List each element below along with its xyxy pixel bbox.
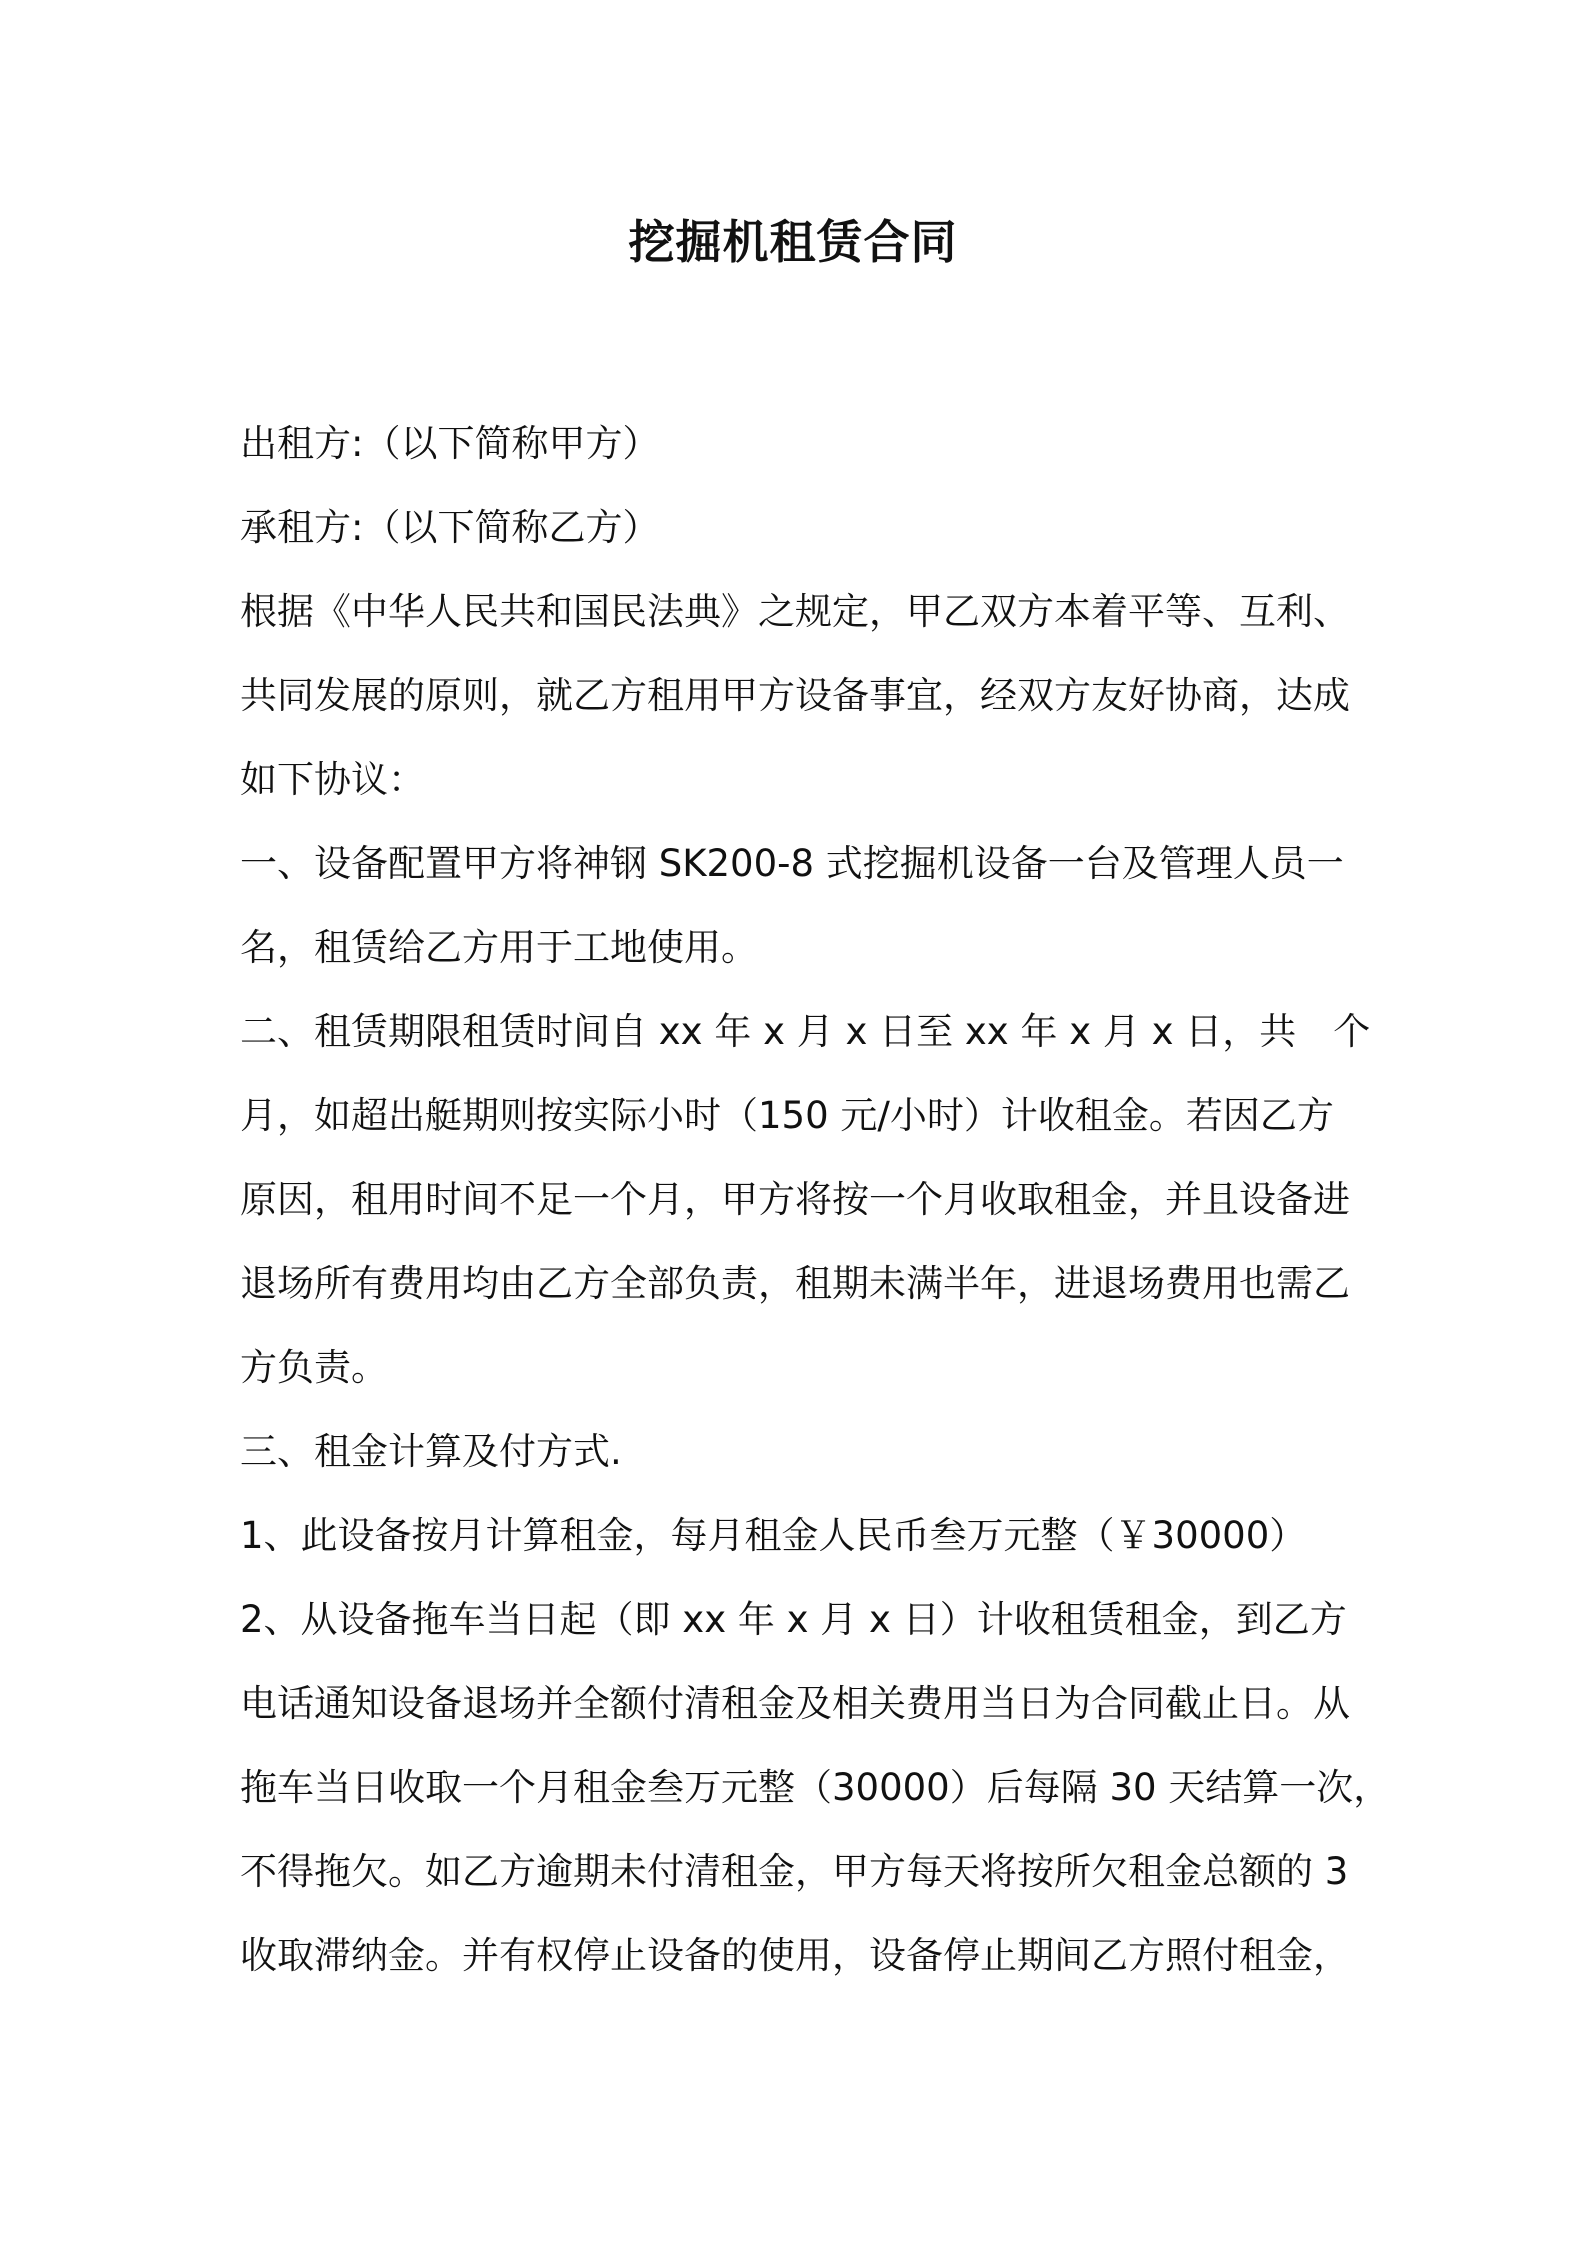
- preamble-line-2: 共同发展的原则，就乙方租用甲方设备事宜，经双方友好协商，达成: [240, 674, 1350, 717]
- party-a-line: 出租方:（以下简称甲方）: [240, 422, 660, 465]
- party-b-line: 承租方:（以下简称乙方）: [240, 506, 660, 549]
- clause-2-line-3: 原因，租用时间不足一个月，甲方将按一个月收取租金，并且设备进: [240, 1178, 1350, 1221]
- clause-1-line-1: 一、设备配置甲方将神钢 SK200-8 式挖掘机设备一台及管理人员一: [240, 842, 1344, 885]
- clause-2-line-2: 月，如超出艇期则按实际小时（150 元/小时）计收租金。若因乙方: [240, 1094, 1334, 1137]
- document-title: 挖掘机租赁合同: [628, 215, 958, 269]
- preamble-line-1: 根据《中华人民共和国民法典》之规定，甲乙双方本着平等、互利、: [240, 590, 1350, 633]
- clause-3-item-2-line-1: 2、从设备拖车当日起（即 xx 年 x 月 x 日）计收租赁租金，到乙方: [240, 1598, 1347, 1641]
- clause-1-line-2: 名，租赁给乙方用于工地使用。: [240, 926, 758, 969]
- clause-3-heading: 三、租金计算及付方式.: [240, 1430, 622, 1473]
- clause-3-item-1: 1、此设备按月计算租金，每月租金人民币叁万元整（￥30000）: [240, 1514, 1307, 1557]
- clause-3-item-2-line-4: 不得拖欠。如乙方逾期未付清租金，甲方每天将按所欠租金总额的 3: [240, 1850, 1349, 1893]
- clause-2-line-4: 退场所有费用均由乙方全部负责，租期未满半年，进退场费用也需乙: [240, 1262, 1350, 1305]
- document-body: [240, 402, 1391, 1998]
- clause-3-item-2-line-2: 电话通知设备退场并全额付清租金及相关费用当日为合同截止日。从: [240, 1682, 1350, 1725]
- clause-2-line-1: 二、租赁期限租赁时间自 xx 年 x 月 x 日至 xx 年 x 月 x 日，共 个: [240, 1010, 1371, 1053]
- clause-3-item-2-line-3: 拖车当日收取一个月租金叁万元整（30000）后每隔 30 天结算一次，: [240, 1766, 1391, 1809]
- preamble-line-3: 如下协议：: [240, 758, 425, 801]
- clause-2-line-5: 方负责。: [240, 1346, 388, 1389]
- clause-3-item-2-line-5: 收取滞纳金。并有权停止设备的使用，设备停止期间乙方照付租金，: [240, 1934, 1350, 1977]
